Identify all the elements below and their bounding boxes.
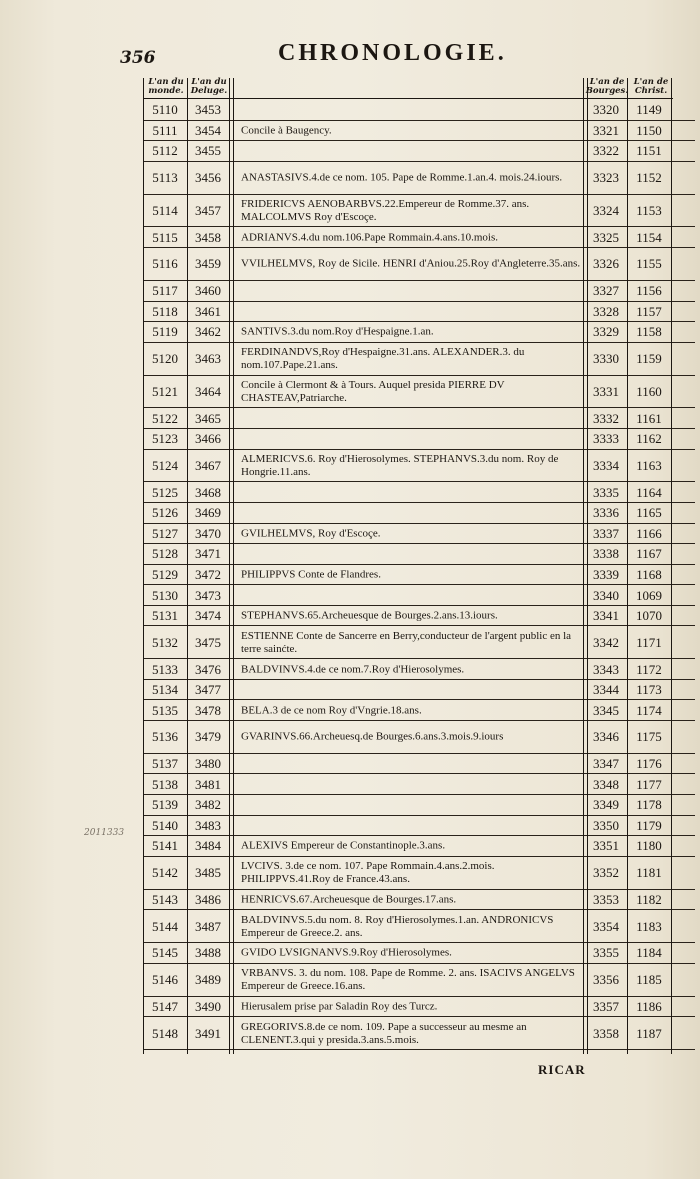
year-an-de-bourges: 3355 [593,945,619,961]
year-an-du-monde: 5139 [152,797,178,813]
year-an-de-bourges: 3358 [593,1025,619,1041]
table-row [143,659,695,680]
year-an-du-monde: 5148 [152,1025,178,1041]
year-an-de-christ: 1163 [636,458,662,473]
table-row [143,680,695,701]
table-row [143,997,695,1018]
year-an-de-bourges: 3323 [593,170,619,186]
year-an-de-bourges: 3324 [593,203,619,219]
year-an-de-bourges: 3339 [593,566,619,582]
year-an-du-deluge: 3484 [195,838,221,854]
table-row [143,795,695,816]
year-an-de-christ: 1070 [636,608,662,624]
event-entry: ESTIENNE Conte de Sancerre en Berry,conducteur de l'argent public en la terre sainćte. [241,629,572,655]
year-an-de-christ: 1168 [636,566,662,582]
catchword: RICAR [538,1062,586,1077]
year-an-du-deluge: 3454 [195,122,221,138]
year-an-du-monde: 5145 [152,945,178,961]
year-an-de-christ: 1155 [636,256,662,272]
year-an-de-bourges: 3341 [593,608,619,624]
year-an-du-monde: 5136 [152,729,178,745]
year-an-du-monde: 5144 [152,918,178,934]
year-an-du-deluge: 3475 [195,634,221,650]
year-an-de-christ: 1164 [636,484,662,500]
year-an-du-monde: 5141 [152,838,178,854]
year-an-de-christ: 1159 [636,351,662,367]
year-an-de-bourges: 3334 [593,458,619,473]
year-an-du-deluge: 3461 [195,303,221,319]
year-an-du-deluge: 3482 [195,797,221,813]
year-an-du-deluge: 3491 [195,1025,221,1041]
year-an-de-christ: 1172 [636,661,662,677]
table-row [143,700,695,721]
year-an-de-christ: 1160 [636,383,662,399]
year-an-du-deluge: 3471 [195,546,221,562]
event-entry: FERDINANDVS,Roy d'Hespaigne.31.ans. ALEXANDER.3. du nom.107.Pape.21.ans. [241,346,525,372]
year-an-du-monde: 5126 [152,505,178,521]
year-an-de-bourges: 3356 [593,972,619,988]
year-an-du-monde: 5124 [152,458,178,473]
table-row [143,1017,695,1050]
year-an-de-bourges: 3330 [593,351,619,367]
year-an-de-christ: 1175 [636,729,662,745]
year-an-du-deluge: 3489 [195,972,221,988]
event-entry: VVILHELMVS, Roy de Sicile. HENRI d'Aniou.25.Roy d'Angleterre.35.ans. [241,257,581,270]
year-an-de-bourges: 3328 [593,303,619,319]
table-row [143,100,695,121]
header-an-du-monde: L'an du monde. [148,77,184,96]
year-an-de-bourges: 3325 [593,229,619,245]
year-an-du-deluge: 3485 [195,865,221,881]
year-an-du-monde: 5137 [152,756,178,772]
year-an-du-monde: 5128 [152,546,178,562]
running-head: CHRONOLOGIE. [278,40,507,66]
year-an-de-christ: 1183 [636,918,662,934]
table-row [143,482,695,503]
table-row [143,121,695,142]
year-an-de-christ: 1149 [636,102,662,118]
year-an-du-deluge: 3468 [195,484,221,500]
rule-events [583,78,584,1054]
table-row [143,816,695,837]
year-an-du-deluge: 3474 [195,608,221,624]
table-row [143,195,695,228]
table-row [143,503,695,524]
year-an-du-monde: 5111 [152,122,178,138]
table-row [143,524,695,545]
margin-note: 2011333 [84,828,125,838]
year-an-du-deluge: 3478 [195,702,221,718]
year-an-de-bourges: 3335 [593,484,619,500]
year-an-de-christ: 1154 [636,229,662,245]
year-an-de-christ: 1171 [636,634,662,650]
year-an-du-deluge: 3487 [195,918,221,934]
year-an-du-monde: 5133 [152,661,178,677]
rule-right [671,78,672,1054]
year-an-du-deluge: 3455 [195,143,221,159]
table-row [143,943,695,964]
year-an-du-deluge: 3453 [195,102,221,118]
event-entry: FRIDERICVS AENOBARBVS.22.Empereur de Romme.37. ans. MALCOLMVS Roy d'Escoçe. [241,198,530,224]
year-an-de-christ: 1178 [636,797,662,813]
year-an-de-bourges: 3351 [593,838,619,854]
event-entry: PHILIPPVS Conte de Flandres. [241,568,381,581]
year-an-de-bourges: 3342 [593,634,619,650]
event-entry: BALDVINVS.5.du nom. 8. Roy d'Hierosolymes.1.an. ANDRONICVS Empereur de Greece.2. ans. [241,913,554,939]
year-an-de-christ: 1179 [636,817,662,833]
table-row [143,141,695,162]
event-entry: SANTIVS.3.du nom.Roy d'Hespaigne.1.an. [241,325,434,338]
rule-monde [187,78,188,1054]
year-an-de-bourges: 3331 [593,383,619,399]
year-an-de-bourges: 3353 [593,891,619,907]
year-an-de-bourges: 3329 [593,324,619,340]
table-row [143,721,695,754]
year-an-de-christ: 1069 [636,587,662,603]
event-entry: ALEXIVS Empereur de Constantinople.3.ans. [241,839,446,852]
event-entry: BALDVINVS.4.de ce nom.7.Roy d'Hierosolymes. [241,663,465,676]
event-entry: STEPHANVS.65.Archeuesque de Bourges.2.ans.13.iours. [241,609,498,622]
year-an-de-bourges: 3349 [593,797,619,813]
year-an-de-christ: 1157 [636,303,662,319]
rule-bourges [627,78,628,1054]
table-row [143,626,695,659]
year-an-du-deluge: 3464 [195,383,221,399]
year-an-du-deluge: 3483 [195,817,221,833]
table-row [143,964,695,997]
event-entry: Concile à Baugency. [241,124,332,137]
year-an-du-monde: 5113 [152,170,178,186]
year-an-de-christ: 1181 [636,865,662,881]
year-an-de-bourges: 3336 [593,505,619,521]
table-row [143,910,695,943]
event-entry: ADRIANVS.4.du nom.106.Pape Rommain.4.ans.10.mois. [241,231,498,244]
year-an-du-monde: 5125 [152,484,178,500]
event-entry: BELA.3 de ce nom Roy d'Vngrie.18.ans. [241,704,422,717]
table-row [143,281,695,302]
year-an-du-monde: 5122 [152,410,178,426]
event-entry: LVCIVS. 3.de ce nom. 107. Pape Rommain.4.ans.2.mois. PHILIPPVS.41.Roy de France.43.ans. [241,860,495,886]
table-row [143,248,695,281]
year-an-de-christ: 1158 [636,324,662,340]
year-an-du-monde: 5130 [152,587,178,603]
page-number: 356 [120,48,156,68]
event-entry: ALMERICVS.6. Roy d'Hierosolymes. STEPHANVS.3.du nom. Roy de Hongrie.11.ans. [241,453,559,478]
year-an-du-deluge: 3488 [195,945,221,961]
year-an-de-christ: 1156 [636,283,662,299]
year-an-de-bourges: 3347 [593,756,619,772]
table-row [143,754,695,775]
year-an-de-christ: 1176 [636,756,662,772]
event-entry: Hierusalem prise par Saladin Roy des Turcz. [241,1000,438,1013]
year-an-de-bourges: 3340 [593,587,619,603]
year-an-de-bourges: 3343 [593,661,619,677]
event-entry: Concile à Clermont & à Tours. Auquel presida PIERRE DV CHASTEAV,Patriarche. [241,378,505,404]
year-an-du-monde: 5134 [152,682,178,698]
table-row [143,429,695,450]
year-an-de-christ: 1166 [636,525,662,541]
year-an-du-monde: 5112 [152,143,178,159]
year-an-du-deluge: 3466 [195,431,221,447]
year-an-du-monde: 5147 [152,998,178,1014]
year-an-du-monde: 5114 [152,203,178,219]
rule-deluge-double [233,78,234,1054]
year-an-du-monde: 5129 [152,566,178,582]
year-an-du-deluge: 3460 [195,283,221,299]
year-an-du-monde: 5110 [152,102,178,118]
year-an-de-christ: 1177 [636,776,662,792]
table-row [143,585,695,606]
year-an-de-christ: 1180 [636,838,662,854]
year-an-du-monde: 5143 [152,891,178,907]
table-row [143,408,695,429]
year-an-du-deluge: 3463 [195,351,221,367]
year-an-de-bourges: 3344 [593,682,619,698]
year-an-de-bourges: 3352 [593,865,619,881]
year-an-du-deluge: 3457 [195,203,221,219]
rule-left [143,78,144,1054]
year-an-de-bourges: 3357 [593,998,619,1014]
year-an-de-bourges: 3337 [593,525,619,541]
year-an-du-monde: 5119 [152,324,178,340]
year-an-du-deluge: 3456 [195,170,221,186]
rule-events-double [587,78,588,1054]
year-an-de-christ: 1187 [636,1025,662,1041]
event-entry: GVARINVS.66.Archeuesq.de Bourges.6.ans.3.mois.9.iours [241,730,504,743]
year-an-de-christ: 1161 [636,410,662,426]
year-an-du-monde: 5117 [152,283,178,299]
year-an-de-bourges: 3350 [593,817,619,833]
year-an-du-monde: 5118 [152,303,178,319]
year-an-du-monde: 5140 [152,817,178,833]
table-row [143,343,695,376]
chronology-table [143,78,695,1054]
table-row [143,565,695,586]
year-an-du-deluge: 3486 [195,891,221,907]
table-row [143,890,695,911]
year-an-du-deluge: 3473 [195,587,221,603]
event-entry: GREGORIVS.8.de ce nom. 109. Pape a successeur au mesme an CLENENT.3.qui y presida.3.ans.5.mois. [241,1020,527,1046]
header-an-du-deluge: L'an du Deluge. [190,77,228,96]
table-row [143,450,695,483]
year-an-du-monde: 5127 [152,525,178,541]
year-an-de-christ: 1184 [636,945,662,961]
year-an-du-deluge: 3481 [195,776,221,792]
table-row [143,544,695,565]
year-an-de-bourges: 3326 [593,256,619,272]
year-an-de-bourges: 3320 [593,102,619,118]
year-an-de-bourges: 3348 [593,776,619,792]
header-an-de-christ: L'an de Christ. [633,77,669,96]
table-row [143,836,695,857]
header-an-de-bourges: L'an de Bourges. [585,77,629,96]
year-an-de-christ: 1153 [636,203,662,219]
year-an-du-monde: 5115 [152,229,178,245]
year-an-de-bourges: 3321 [593,122,619,138]
year-an-de-christ: 1165 [636,505,662,521]
year-an-du-deluge: 3469 [195,505,221,521]
year-an-du-deluge: 3476 [195,661,221,677]
year-an-de-christ: 1162 [636,431,662,447]
year-an-du-deluge: 3465 [195,410,221,426]
event-entry: ANASTASIVS.4.de ce nom. 105. Pape de Romme.1.an.4. mois.24.iours. [241,171,563,184]
year-an-du-deluge: 3458 [195,229,221,245]
year-an-du-monde: 5131 [152,608,178,624]
year-an-de-christ: 1174 [636,702,662,718]
year-an-du-monde: 5121 [152,383,178,399]
year-an-de-bourges: 3332 [593,410,619,426]
year-an-du-deluge: 3477 [195,682,221,698]
table-row [143,227,695,248]
year-an-du-monde: 5142 [152,865,178,881]
year-an-de-bourges: 3346 [593,729,619,745]
table-row [143,302,695,323]
rule-deluge [229,78,230,1054]
year-an-du-monde: 5138 [152,776,178,792]
year-an-de-christ: 1185 [636,972,662,988]
year-an-du-deluge: 3472 [195,566,221,582]
header-rule [143,98,673,99]
event-entry: HENRICVS.67.Archeuesque de Bourges.17.ans. [241,893,457,906]
year-an-de-christ: 1151 [636,143,662,159]
year-an-du-monde: 5116 [152,256,178,272]
table-row [143,857,695,890]
year-an-de-bourges: 3338 [593,546,619,562]
year-an-du-deluge: 3490 [195,998,221,1014]
year-an-du-monde: 5123 [152,431,178,447]
year-an-de-bourges: 3327 [593,283,619,299]
year-an-de-bourges: 3333 [593,431,619,447]
year-an-de-christ: 1182 [636,891,662,907]
year-an-de-christ: 1186 [636,998,662,1014]
year-an-du-deluge: 3462 [195,324,221,340]
year-an-de-christ: 1167 [636,546,662,562]
year-an-du-deluge: 3479 [195,729,221,745]
table-row [143,606,695,627]
year-an-du-deluge: 3467 [195,458,221,473]
table-row [143,774,695,795]
year-an-du-monde: 5132 [152,634,178,650]
year-an-du-monde: 5120 [152,351,178,367]
year-an-de-bourges: 3345 [593,702,619,718]
year-an-du-monde: 5135 [152,702,178,718]
year-an-du-deluge: 3459 [195,256,221,272]
table-row [143,162,695,195]
year-an-de-bourges: 3354 [593,918,619,934]
event-entry: GVIDO LVSIGNANVS.9.Roy d'Hierosolymes. [241,946,452,959]
year-an-de-christ: 1152 [636,170,662,186]
year-an-du-monde: 5146 [152,972,178,988]
year-an-du-deluge: 3470 [195,525,221,541]
year-an-de-christ: 1173 [636,682,662,698]
table-row [143,322,695,343]
row-rule [143,1049,695,1050]
table-row [143,376,695,409]
year-an-de-christ: 1150 [636,122,662,138]
event-entry: VRBANVS. 3. du nom. 108. Pape de Romme. 2. ans. ISACIVS ANGELVS Empereur de Greece.16.ans. [241,967,575,993]
event-entry: GVILHELMVS, Roy d'Escoçe. [241,527,381,540]
year-an-de-bourges: 3322 [593,143,619,159]
year-an-du-deluge: 3480 [195,756,221,772]
